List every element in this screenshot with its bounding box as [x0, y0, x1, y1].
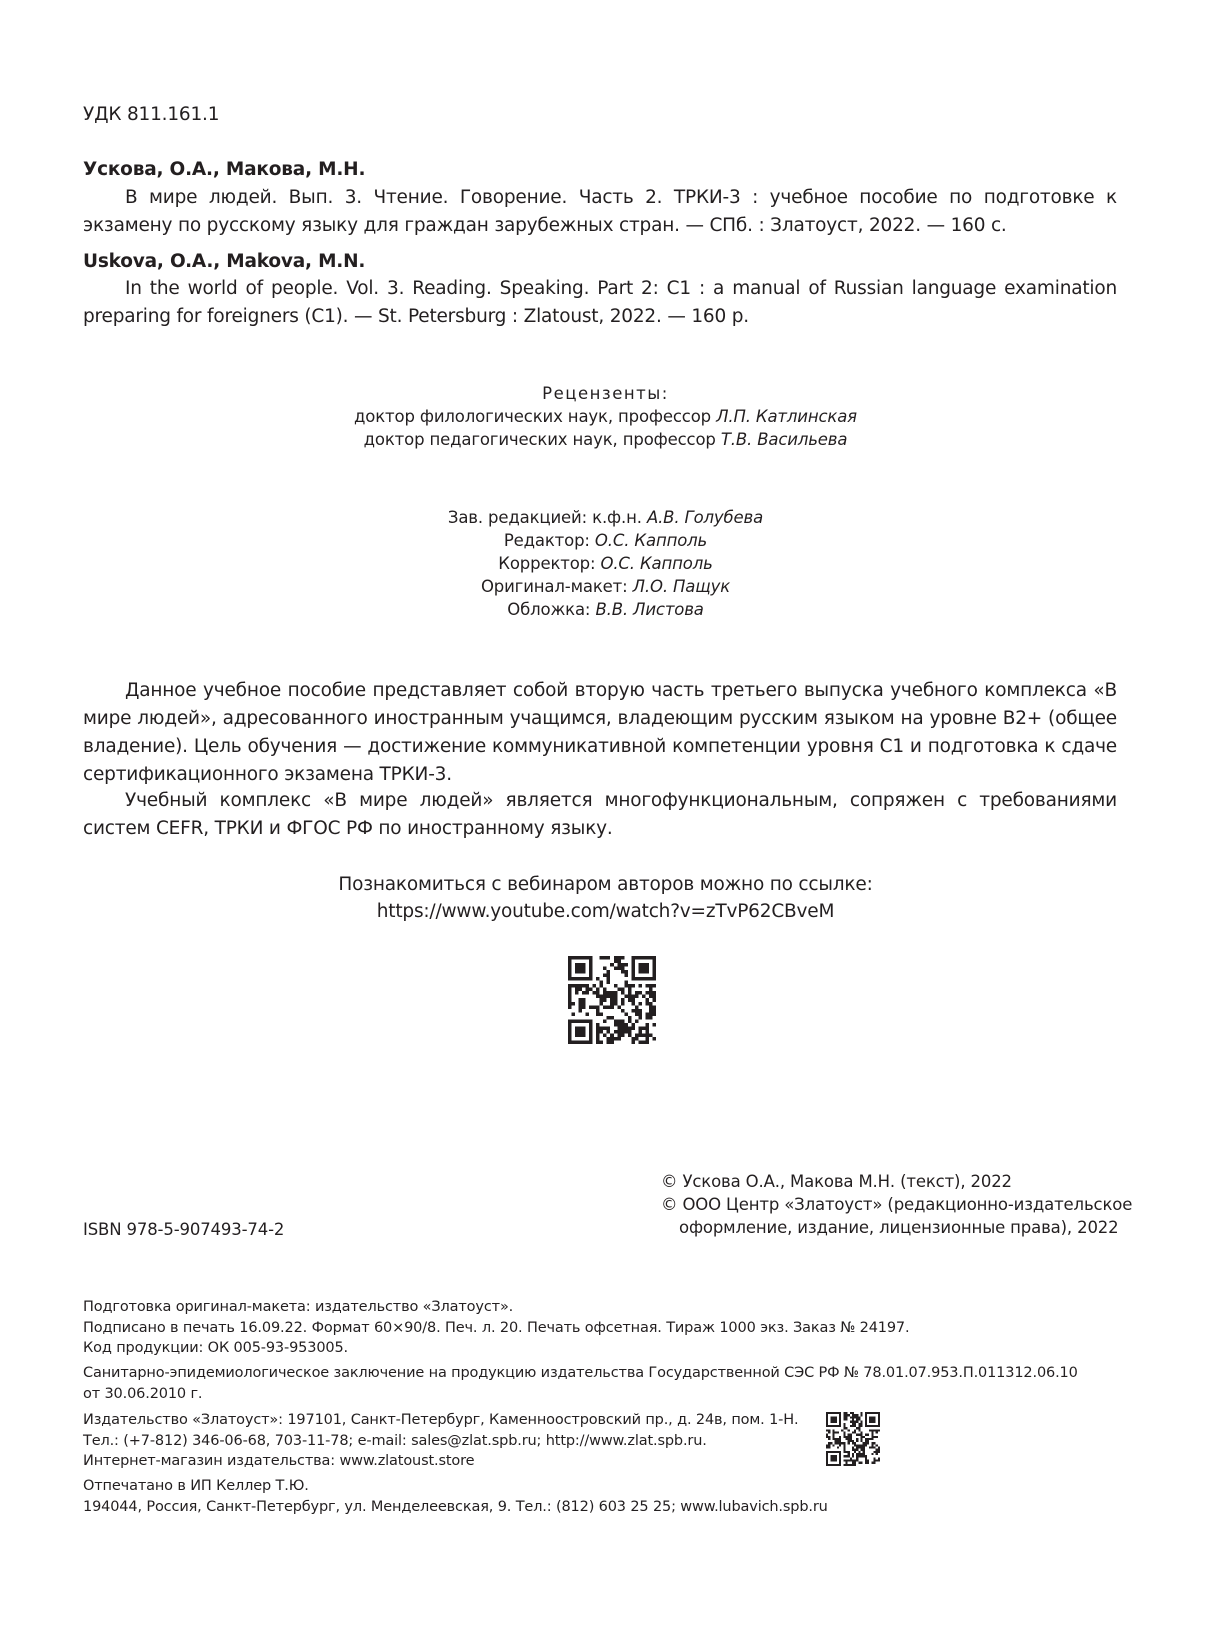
- credit-line: [0, 598, 1211, 621]
- imprint-line: Издательство «Златоуст»: 197101, Санкт-Петербург, Каменноостровский пр., д. 24в, пом. 1-Н.: [83, 1412, 799, 1428]
- imprint-printer: [83, 1476, 828, 1517]
- credit-line: [0, 506, 1211, 529]
- credit-role: Редактор:: [503, 531, 595, 550]
- reviewer-role: доктор филологических наук, профессор: [354, 407, 717, 426]
- credit-role: Оригинал-макет:: [480, 577, 633, 596]
- reviewer-name: Т.В. Васильева: [720, 430, 848, 449]
- credit-name: О.С. Капполь: [594, 531, 708, 550]
- credit-line: [0, 529, 1211, 552]
- imprint-line: Отпечатано в ИП Келлер Т.Ю.: [83, 1478, 309, 1494]
- credit-name: Л.О. Пащук: [632, 577, 731, 596]
- reviewer-role: доктор педагогических наук, профессор: [363, 430, 721, 449]
- credits-block: [0, 506, 1211, 621]
- credit-name: А.В. Голубева: [646, 508, 764, 527]
- isbn: ISBN 978-5-907493-74-2: [83, 1220, 285, 1239]
- imprint-line: Интернет-магазин издательства: www.zlatoust.store: [83, 1453, 475, 1469]
- reviewer-line: [0, 428, 1211, 451]
- imprint-line: Подготовка оригинал-макета: издательство «Златоуст».: [83, 1299, 514, 1315]
- copyright-line: оформление, издание, лицензионные права), 2022: [679, 1218, 1119, 1237]
- imprint-line: Тел.: (+7-812) 346-06-68, 703-11-78; e-mail: sales@zlat.spb.ru; http://www.zlat.spb.ru.: [83, 1432, 707, 1449]
- reviewers-block: [0, 382, 1211, 451]
- imprint-publisher: [83, 1410, 798, 1472]
- credit-line: [0, 552, 1211, 575]
- imprint-line: Подписано в печать 16.09.22. Формат 60×90/8. Печ. л. 20. Печать офсетная. Тираж 1000 экз. Заказ № 24197.: [83, 1319, 910, 1336]
- en-description: In the world of people. Vol. 3. Reading. Speaking. Part 2: C1 : a manual of Russian language examination preparing for foreigners (C1). — St. Petersburg : Zlatoust, 2022. — 160 p.: [83, 278, 1117, 327]
- imprint-line: 194044, Россия, Санкт-Петербург, ул. Менделеевская, 9. Тел.: (812) 603 25 25; www.lubavich.spb.ru: [83, 1498, 828, 1515]
- ru-description: В мире людей. Вып. 3. Чтение. Говорение. Часть 2. ТРКИ-3 : учебное пособие по подготовке к экзамену по русскому языку для граждан зарубежных стран. — СПб. : Златоуст, 2022. — 160 с.: [83, 187, 1117, 236]
- publisher-qr-code-icon[interactable]: [826, 1412, 880, 1466]
- credit-role: Зав. редакцией: к.ф.н.: [447, 508, 647, 527]
- imprint-line: Санитарно-эпидемиологическое заключение на продукцию издательства Государственной СЭС РФ № 78.01.07.953.П.011312.06.10: [83, 1365, 1078, 1381]
- credit-line: [0, 575, 1211, 598]
- reviewers-heading: Рецензенты:: [542, 384, 669, 403]
- webinar-text: Познакомиться с вебинаром авторов можно по ссылке:: [338, 874, 873, 895]
- abstract-paragraph-2: Учебный комплекс «В мире людей» является многофункциональным, сопряжен с требованиями систем CEFR, ТРКИ и ФГОС РФ по иностранному языку.: [83, 790, 1117, 839]
- reviewer-line: [0, 405, 1211, 428]
- ru-authors: Ускова, О.А., Макова, М.Н.: [83, 159, 366, 180]
- credit-role: Корректор:: [498, 554, 601, 573]
- copyright-line: © Ускова О.А., Макова М.Н. (текст), 2022: [661, 1172, 1012, 1191]
- reviewer-name: Л.П. Катлинская: [716, 407, 857, 426]
- imprint-line: от 30.06.2010 г.: [83, 1385, 203, 1402]
- webinar-qr-code-icon[interactable]: [568, 956, 656, 1044]
- webinar-link[interactable]: https://www.youtube.com/watch?v=zTvP62CBveM: [376, 901, 835, 922]
- credit-role: Обложка:: [507, 600, 596, 619]
- copyright-line: © ООО Центр «Златоуст» (редакционно-издательское: [661, 1195, 1133, 1214]
- copyright-block: [661, 1170, 1132, 1239]
- credit-name: О.С. Капполь: [600, 554, 713, 573]
- udk-code: УДК 811.161.1: [83, 104, 220, 125]
- imprint-line: Код продукции: ОК 005-93-953005.: [83, 1340, 349, 1356]
- imprint-production: [83, 1297, 909, 1359]
- credit-name: В.В. Листова: [595, 600, 704, 619]
- imprint-sanitary: [83, 1363, 1078, 1404]
- abstract-paragraph-1: Данное учебное пособие представляет собой вторую часть третьего выпуска учебного комплекса «В мире людей», адресованного иностранным учащимся, владеющим русским языком на уровне В2+ (общее владение). Цель обучения — достижение коммуникативной компетенции уровня С1 и подготовка к сдаче сертификационного экзамена ТРКИ-3.: [83, 680, 1117, 785]
- en-authors: Uskova, O.A., Makova, M.N.: [83, 251, 366, 272]
